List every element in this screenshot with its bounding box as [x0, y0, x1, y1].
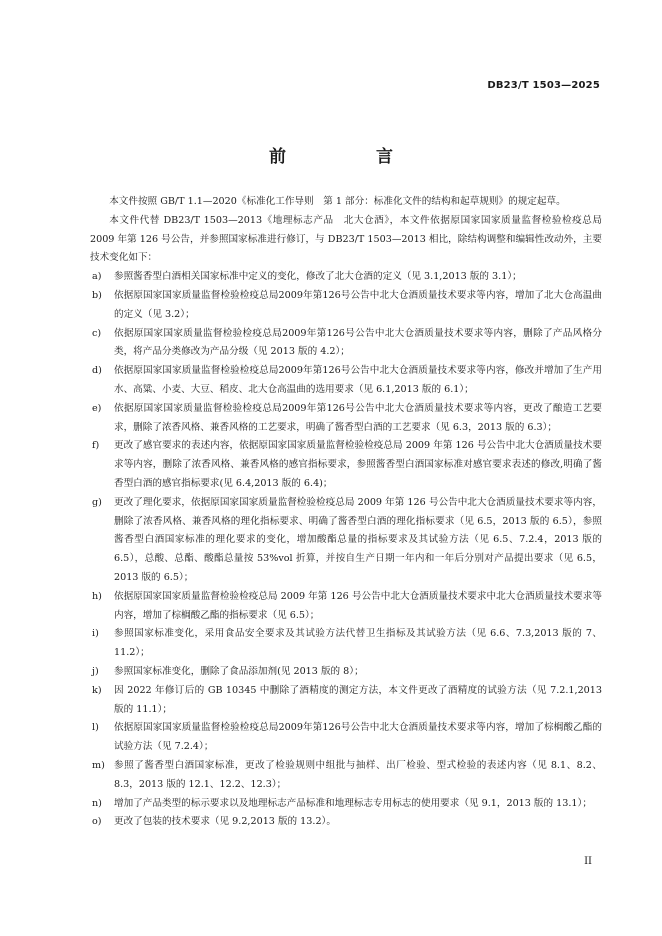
list-item: [90, 325, 602, 363]
list-text: 依据原国家国家质量监督检验检疫总局2009年第126号公告中北大仓酒质量技术要求等内容，更改了酿造工艺要求，删除了浓香风格、兼香风格的工艺要求，明确了酱香型白酒的工艺要求（见 6.3，2013 版的 6.3）；: [114, 402, 602, 433]
list-text: 因 2022 年修订后的 GB 10345 中删除了酒精度的测定方法，本文件更改了酒精度的试验方法（见 7.2.1,2013 版的 11.1）；: [114, 684, 602, 715]
list-item: [90, 437, 602, 493]
list-item: [90, 757, 602, 795]
list-text: 参照国家标准变化，采用食品安全要求及其试验方法代替卫生指标及其试验方法（见 6.6、7.3,2013 版的 7、11.2）；: [114, 628, 602, 659]
list-text: 依据原国家国家质量监督检验检疫总局2009年第126号公告中北大仓酒质量技术要求等内容，修改并增加了生产用水、高粱、小麦、大豆、稻皮、北大仓高温曲的选用要求（见 6.1,2013 版的 6.1）；: [114, 365, 602, 395]
list-text: 增加了产品类型的标示要求以及地理标志产品标准和地理标志专用标志的使用要求（见 9.1，2013 版的 13.1）；: [114, 797, 592, 809]
list-marker: n): [92, 797, 102, 809]
list-marker: a): [92, 271, 102, 283]
list-item: [90, 362, 602, 400]
list-marker: o): [92, 816, 102, 828]
page-number: II: [584, 856, 592, 867]
list-marker: f): [92, 440, 100, 452]
list-item: [90, 588, 602, 626]
list-item: [90, 663, 602, 682]
list-item: [90, 287, 602, 325]
list-marker: i): [92, 628, 99, 640]
list-item: [90, 719, 602, 757]
list-marker: g): [92, 496, 102, 508]
list-item: [90, 268, 602, 287]
list-text: 依据原国家国家质量监督检验检疫总局2009年第126号公告中北大仓酒质量技术要求等内容，增加了棕榈酸乙酯的试验方法（见 7.2.4）；: [114, 722, 602, 753]
list-item: [90, 625, 602, 663]
list-marker: d): [92, 365, 102, 377]
list-item: [90, 813, 602, 832]
list-text: 参照了酱香型白酒国家标准，更改了检验规则中组批与抽样、出厂检验、型式检验的表述内容（见 8.1、8.2、8.3，2013 版的 12.1、12.2、12.3）；: [114, 759, 602, 790]
list-text: 依据原国家国家质量监督检验检疫总局 2009 年第 126 号公告中北大仓酒质量技术要求中北大仓酒质量技术要求等内容，增加了棕榈酸乙酯的指标要求（见 6.5）；: [114, 590, 602, 621]
list-item: [90, 494, 602, 588]
page-title: 前 言: [269, 147, 435, 167]
list-marker: e): [92, 402, 102, 414]
list-text: 参照国家标准变化，删除了食品添加剂(见 2013 版的 8）；: [114, 665, 364, 677]
change-list: [90, 268, 602, 832]
replacement-paragraph: 本文件代替 DB23/T 1503—2013《地理标志产品 北大仓酒》，本文件依据原国家国家质量监督检验检疫总局 2009 年第 126 号公告，并参照国家标准进行修订，与 DB23/T 1503—2013 相比，除结构调整和编辑性改动外，主要技术变化如下：: [90, 214, 602, 264]
list-marker: k): [92, 684, 102, 696]
list-text: 更改了包装的技术要求（见 9.2,2013 版的 13.2）。: [114, 816, 336, 828]
list-text: 依据原国家国家质量监督检验检疫总局2009年第126号公告中北大仓酒质量技术要求等内容，增加了北大仓高温曲的定义（见 3.2）；: [114, 289, 602, 320]
list-item: [90, 682, 602, 720]
list-marker: j): [92, 665, 99, 677]
list-item: [90, 795, 602, 814]
list-text: 更改了理化要求，依据原国家国家质量监督检验检疫总局 2009 年第 126 号公告中北大仓酒质量技术要求等内容，删除了浓香风格、兼香风格的理化指标要求、明确了酱香型白酒的理化指标要求（见 6.5，2013 版的 6.5），参照酱香型白酒国家标准的理化要求的变化，增加酸酯总量的指标要求及其试验方法（见 6.5、7.2.4，2013 版的 6.5），总酸、总酯、酸酯总量按 53%vol 折算，并按自生产日期一年内和一年后分别对产品提出要求（见 6.5，2013 版的 6.5）；: [114, 496, 602, 583]
list-marker: b): [92, 289, 102, 301]
list-marker: m): [92, 759, 105, 771]
foreword-body: [90, 193, 602, 832]
list-item: [90, 400, 602, 438]
list-text: 参照酱香型白酒相关国家标准中定义的变化，修改了北大仓酒的定义（见 3.1,2013 版的 3.1）；: [114, 271, 522, 283]
list-marker: h): [92, 590, 102, 602]
intro-paragraph: 本文件按照 GB/T 1.1—2020《标准化工作导则 第 1 部分：标准化文件的结构和起草规则》的规定起草。: [109, 196, 566, 207]
list-text: 更改了感官要求的表述内容，依据原国家国家质量监督检验检疫总局 2009 年第 126 号公告中北大仓酒质量技术要求等内容，删除了浓香风格、兼香风格的感官指标要求，参照酱香型白酒国家标准对感官要求表述的修改,明确了酱香型白酒的感官指标要求(见 6.4,2013 版的 6.4)；: [114, 440, 602, 489]
list-marker: c): [92, 327, 102, 339]
list-text: 依据原国家国家质量监督检验检疫总局2009年第126号公告中北大仓酒质量技术要求等内容，删除了产品风格分类，将产品分类修改为产品分级（见 2013 版的 4.2）；: [114, 327, 602, 358]
document-code: DB23/T 1503—2025: [487, 80, 600, 91]
list-marker: l): [92, 722, 99, 734]
